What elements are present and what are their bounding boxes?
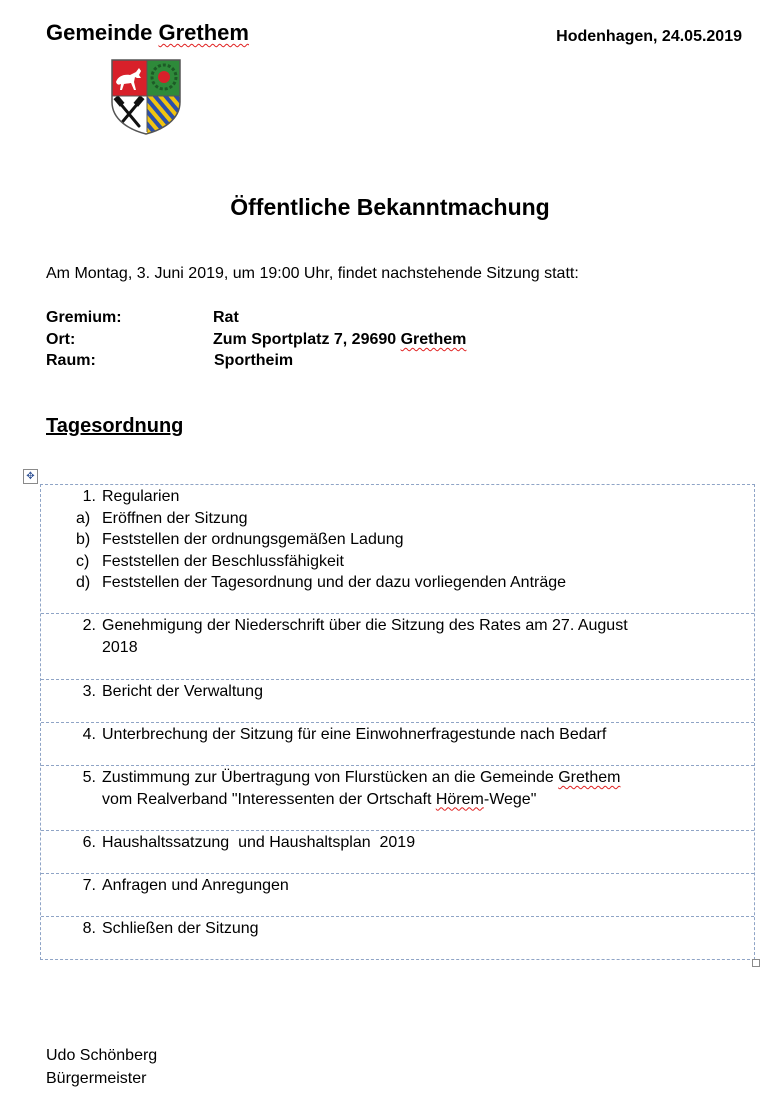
agenda-item-number: 6. xyxy=(82,834,96,851)
agenda-item-label: Genehmigung der Niederschrift über die Sitzung des Rates am 27. August xyxy=(102,617,628,634)
page-title: Öffentliche Bekanntmachung xyxy=(230,194,550,220)
table-move-handle-icon[interactable]: ✥ xyxy=(23,469,38,484)
agenda-table xyxy=(40,484,755,960)
agenda-item-text xyxy=(41,615,754,637)
municipality-name xyxy=(46,20,249,46)
subitem-letter: d) xyxy=(76,574,91,591)
subitem-text: Eröffnen der Sitzung xyxy=(102,509,248,527)
agenda-item-label: Regularien xyxy=(102,488,180,505)
agenda-item-number: 7. xyxy=(82,877,96,894)
agenda-subitem-a xyxy=(41,508,754,530)
agenda-item-number: 8. xyxy=(82,920,96,937)
agenda-item-text xyxy=(41,681,754,703)
municipality-town: Grethem xyxy=(158,20,249,45)
ort-value-town: Grethem xyxy=(400,331,467,348)
agenda-subitem-c xyxy=(41,551,754,573)
agenda-item-7 xyxy=(41,874,754,917)
raum-value: Sportheim xyxy=(214,352,294,369)
continuation-prefix: vom Realverband "Interessenten der Ortschaft xyxy=(102,790,436,808)
meeting-intro: Am Montag, 3. Juni 2019, um 19:00 Uhr, findet nachstehende Sitzung statt: xyxy=(46,265,579,282)
agenda-item-label: Haushaltssatzung und Haushaltsplan 2019 xyxy=(102,834,416,851)
agenda-subitem-b xyxy=(41,529,754,551)
agenda-item-town: Grethem xyxy=(558,769,621,786)
gremium-value: Rat xyxy=(213,309,239,326)
signer-name: Udo Schönberg xyxy=(46,1047,158,1064)
municipality-prefix: Gemeinde xyxy=(46,20,159,45)
agenda-item-text xyxy=(41,875,754,897)
agenda-item-label: Bericht der Verwaltung xyxy=(102,683,263,700)
agenda-item-text xyxy=(41,832,754,854)
subitem-letter: c) xyxy=(76,552,90,570)
agenda-item-2 xyxy=(41,614,754,680)
agenda-item-1 xyxy=(41,485,754,614)
agenda-item-number: 5. xyxy=(82,769,96,786)
subitem-text: Feststellen der ordnungsgemäßen Ladung xyxy=(102,531,404,548)
agenda-item-label: Zustimmung zur Übertragung von Flurstücken an die Gemeinde xyxy=(102,769,559,786)
agenda-item-4 xyxy=(41,723,754,766)
agenda-item-label: Unterbrechung der Sitzung für eine Einwohnerfragestunde nach Bedarf xyxy=(102,726,607,743)
gremium-label: Gremium: xyxy=(46,309,122,326)
agenda-item-number: 3. xyxy=(82,683,96,700)
agenda-item-label: Schließen der Sitzung xyxy=(102,920,259,937)
agenda-item-text xyxy=(41,918,754,940)
agenda-item-text xyxy=(41,486,754,508)
subitem-text: Feststellen der Tagesordnung und der dazu vorliegenden Anträge xyxy=(102,574,567,591)
agenda-item-continuation: 2018 xyxy=(102,638,138,656)
continuation-place: Hörem xyxy=(435,790,484,808)
subitem-letter: b) xyxy=(76,531,91,548)
continuation-suffix: -Wege" xyxy=(483,790,537,808)
agenda-item-number: 1. xyxy=(82,488,96,505)
subitem-letter: a) xyxy=(76,509,91,527)
ort-value-street: Zum Sportplatz 7, 29690 xyxy=(213,331,401,348)
agenda-item-continuation xyxy=(41,789,754,811)
agenda-heading: Tagesordnung xyxy=(46,415,184,437)
agenda-item-text xyxy=(41,767,754,789)
agenda-item-8 xyxy=(41,917,754,959)
ort-label: Ort: xyxy=(46,331,76,348)
agenda-item-3 xyxy=(41,680,754,723)
agenda-item-5 xyxy=(41,766,754,831)
agenda-item-number: 4. xyxy=(82,726,96,743)
agenda-item-label: Anfragen und Anregungen xyxy=(102,877,289,894)
coat-of-arms-icon xyxy=(110,58,182,136)
signer-role: Bürgermeister xyxy=(46,1070,147,1087)
agenda-item-6 xyxy=(41,831,754,874)
agenda-item-number: 2. xyxy=(82,617,96,634)
subitem-text: Feststellen der Beschlussfähigkeit xyxy=(102,552,344,570)
raum-label: Raum: xyxy=(46,352,96,369)
ort-value xyxy=(213,331,466,349)
agenda-item-text xyxy=(41,724,754,746)
table-resize-handle[interactable] xyxy=(752,959,760,967)
place-date: Hodenhagen, 24.05.2019 xyxy=(556,28,742,45)
agenda-subitem-d xyxy=(41,572,754,594)
